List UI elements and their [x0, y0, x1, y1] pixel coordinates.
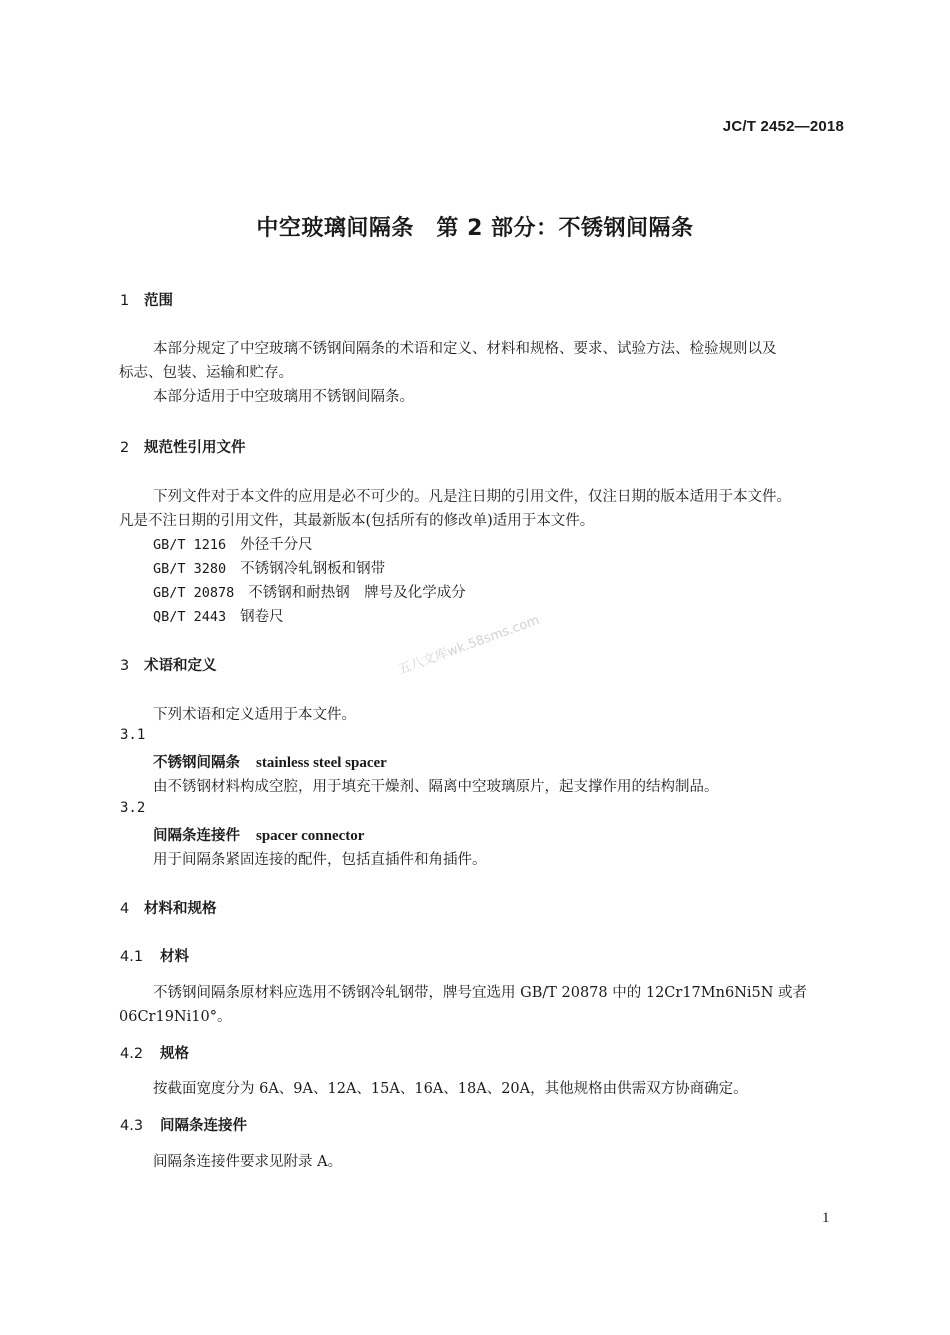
term-chinese: 间隔条连接件 [153, 828, 240, 844]
term-definition: 用于间隔条紧固连接的配件，包括直插件和角插件。 [153, 852, 487, 868]
subsection-number: 4.2 [120, 1046, 144, 1062]
section-number: 4 [120, 901, 130, 917]
term-number: 3.2 [120, 800, 146, 816]
paragraph-line: 下列术语和定义适用于本文件。 [153, 707, 356, 723]
section-4-heading [120, 897, 217, 918]
section-number: 2 [120, 440, 130, 456]
section-3-heading [120, 654, 217, 675]
section-title: 范围 [144, 293, 173, 309]
subsection-4-2-heading [120, 1042, 189, 1063]
term-chinese: 不锈钢间隔条 [153, 755, 240, 771]
subsection-title: 间隔条连接件 [160, 1118, 247, 1134]
subsection-number: 4.1 [120, 949, 144, 965]
paragraph-line: 按截面宽度分为 6A、9A、12A、15A、16A、18A、20A，其他规格由供需双方协商确定。 [153, 1081, 748, 1097]
page-number: 1 [822, 1210, 830, 1226]
term-entry [153, 751, 387, 772]
section-1-heading [120, 289, 173, 310]
paragraph-line: 不锈钢间隔条原材料应选用不锈钢冷轧钢带，牌号宜选用 GB/T 20878 中的 12Cr17Mn6Ni5N 或者 [153, 985, 808, 1001]
paragraph-line: 间隔条连接件要求见附录 A。 [153, 1154, 343, 1170]
reference-item [153, 581, 466, 602]
subsection-title: 规格 [160, 1046, 189, 1062]
subsection-number: 4.3 [120, 1118, 144, 1134]
term-entry [153, 824, 364, 845]
term-english: spacer connector [256, 828, 365, 844]
reference-name: 不锈钢和耐热钢 牌号及化学成分 [248, 585, 466, 601]
reference-name: 不锈钢冷轧钢板和钢带 [240, 561, 386, 577]
reference-name: 钢卷尺 [240, 609, 284, 625]
term-definition: 由不锈钢材料构成空腔，用于填充干燥剂、隔离中空玻璃原片，起支撑作用的结构制品。 [153, 779, 719, 795]
reference-code: QB/T 2443 [153, 609, 227, 625]
section-2-heading [120, 436, 246, 457]
reference-item [153, 533, 313, 554]
section-title: 术语和定义 [144, 658, 217, 674]
subsection-title: 材料 [160, 949, 189, 965]
standard-code: JC/T 2452—2018 [722, 118, 844, 135]
reference-code: GB/T 3280 [153, 561, 227, 577]
paragraph-line: 标志、包装、运输和贮存。 [119, 365, 293, 381]
section-number: 1 [120, 293, 130, 309]
reference-name: 外径千分尺 [240, 537, 313, 553]
section-number: 3 [120, 658, 130, 674]
term-english: stainless steel spacer [256, 755, 387, 771]
subsection-4-3-heading [120, 1114, 247, 1135]
paragraph-line: 下列文件对于本文件的应用是必不可少的。凡是注日期的引用文件，仅注日期的版本适用于本文件。 [153, 489, 791, 505]
subsection-4-1-heading [120, 945, 189, 966]
reference-item [153, 557, 385, 578]
paragraph-line: 凡是不注日期的引用文件，其最新版本(包括所有的修改单)适用于本文件。 [119, 513, 595, 529]
paragraph-line: 06Cr19Ni10°。 [119, 1009, 232, 1025]
section-title: 规范性引用文件 [144, 440, 246, 456]
paragraph-line: 本部分规定了中空玻璃不锈钢间隔条的术语和定义、材料和规格、要求、试验方法、检验规则以及 [153, 341, 777, 357]
reference-item [153, 605, 284, 626]
section-title: 材料和规格 [144, 901, 217, 917]
reference-code: GB/T 20878 [153, 585, 235, 601]
term-number: 3.1 [120, 727, 146, 743]
document-title: 中空玻璃间隔条 第 2 部分：不锈钢间隔条 [256, 216, 694, 241]
paragraph-line: 本部分适用于中空玻璃用不锈钢间隔条。 [153, 389, 414, 405]
watermark: 五八文库wk.58sms.com [396, 612, 542, 678]
reference-code: GB/T 1216 [153, 537, 227, 553]
